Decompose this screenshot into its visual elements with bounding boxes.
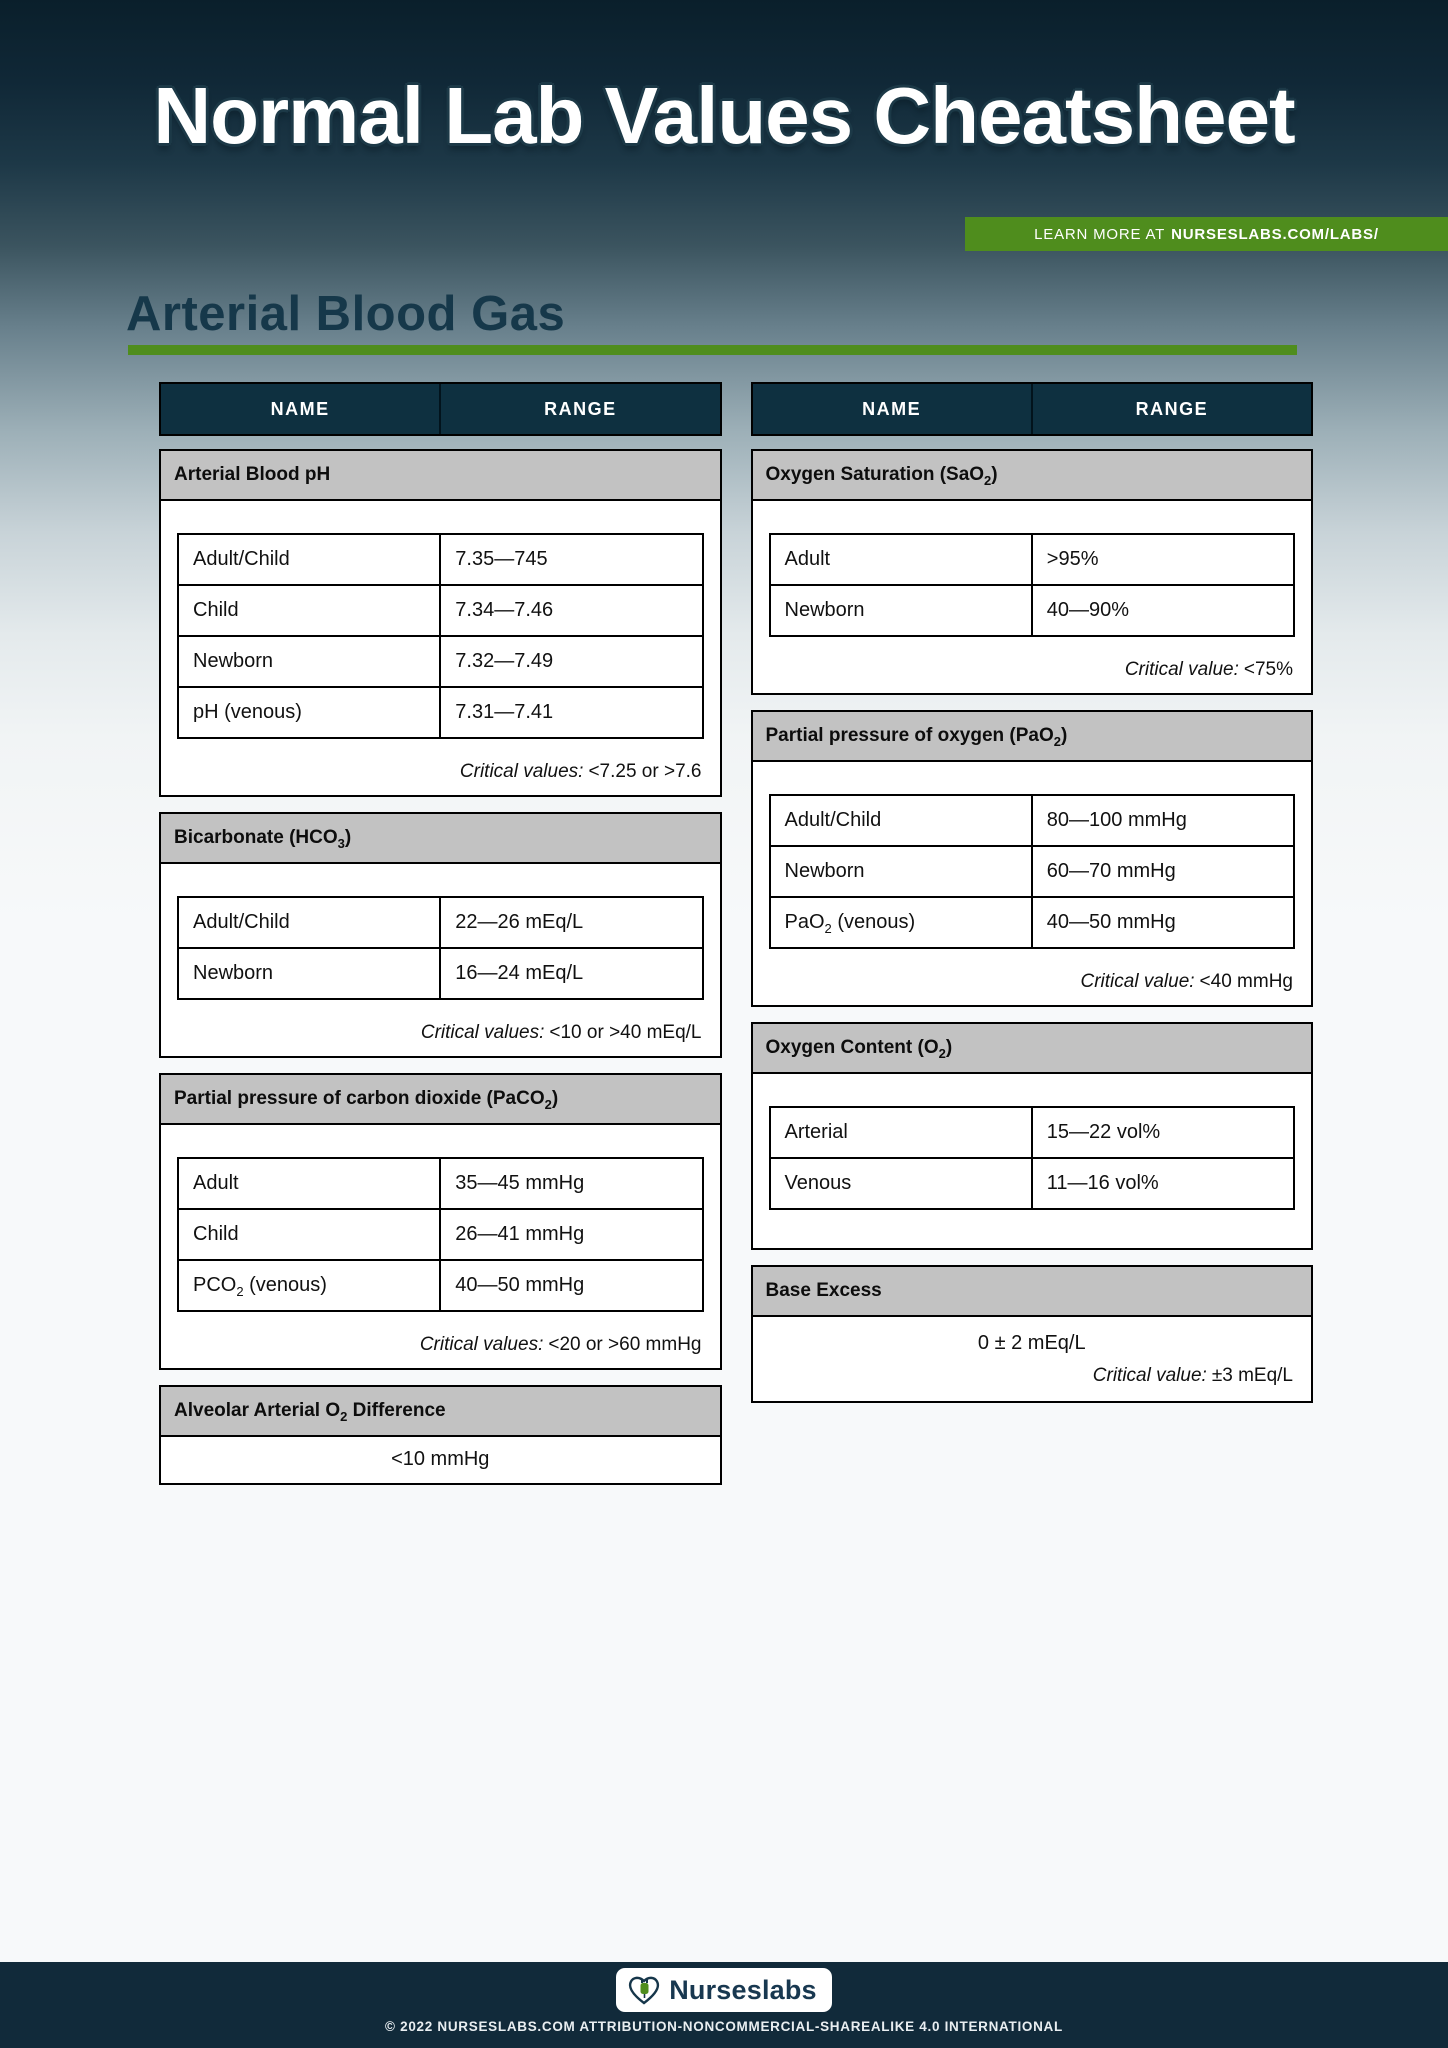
nurseslabs-logo[interactable]	[616, 1968, 832, 2012]
range-value: 7.35—745	[455, 548, 548, 570]
critical-values-note: Critical value: <40 mmHg	[1080, 971, 1293, 992]
left-column	[159, 382, 722, 1500]
table-row: PaO$_2$ (venous) 40—50 mmHg	[771, 898, 1294, 947]
section-title: Alveolar Arterial $O_2$ Difference	[161, 1387, 720, 1437]
critical-values-note: Critical value: ±3 mEq/L	[1092, 1365, 1293, 1386]
critical-values-note: Critical values: <20 or >60 mmHg	[419, 1334, 702, 1355]
single-range-value: 0 ± 2 mEq/L	[977, 1332, 1086, 1354]
values-table	[769, 794, 1296, 949]
table-row: Adult/Child 7.35—745	[179, 535, 702, 586]
table-row: Adult >95%	[771, 535, 1294, 586]
range-value: 60—70 mmHg	[1046, 860, 1176, 882]
brand-name: Nurseslabs	[669, 1974, 817, 2005]
critical-values-note: Critical values: <10 or >40 mEq/L	[420, 1022, 702, 1043]
footer	[0, 1962, 1448, 2048]
values-table	[177, 896, 704, 1000]
range-value: 26—41 mmHg	[455, 1223, 585, 1245]
range-value: >95%	[1046, 548, 1099, 570]
table-row: Child 26—41 mmHg	[179, 1210, 702, 1261]
learn-more-link[interactable]: NURSESLABS.COM/LABS/	[1171, 225, 1379, 243]
section-arterial-blood-ph	[159, 449, 722, 797]
critical-values-note: Critical values: <7.25 or >7.6	[459, 761, 702, 782]
range-value: 40—90%	[1046, 599, 1130, 621]
column-header-name: NAME	[161, 384, 441, 434]
range-value: 7.32—7.49	[455, 650, 554, 672]
range-value: 40—50 mmHg	[1046, 911, 1176, 933]
section-title: Arterial Blood pH	[161, 451, 720, 501]
values-table	[177, 1157, 704, 1312]
table-row: Adult 35—45 mmHg	[179, 1159, 702, 1210]
section-oxygen-saturation	[751, 449, 1314, 695]
section-oxygen-content	[751, 1022, 1314, 1250]
table-row: Arterial 15—22 vol%	[771, 1108, 1294, 1159]
range-value: 11—16 vol%	[1046, 1172, 1159, 1194]
table-row: Newborn 16—24 mEq/L	[179, 949, 702, 998]
table-row: Newborn 7.32—7.49	[179, 637, 702, 688]
main-title: Normal Lab Values Cheatsheet	[153, 71, 1295, 160]
table-row: Adult/Child 22—26 mEq/L	[179, 898, 702, 949]
range-value: 22—26 mEq/L	[455, 911, 584, 933]
table-row: pH (venous) 7.31—7.41	[179, 688, 702, 737]
page-title: Arterial Blood Gas	[126, 287, 566, 341]
section-base-excess	[751, 1265, 1314, 1403]
table-row: Child 7.34—7.46	[179, 586, 702, 637]
right-table-header	[751, 382, 1314, 436]
section-title: Partial pressure of carbon dioxide (PaCO$_2$)	[161, 1075, 720, 1125]
content-columns	[159, 382, 1313, 1500]
section-paco2	[159, 1073, 722, 1370]
section-title: Oxygen Saturation (SaO$_2$)	[753, 451, 1312, 501]
values-table	[769, 1106, 1296, 1210]
learn-more-prefix: LEARN MORE AT	[1034, 225, 1166, 243]
values-table	[177, 533, 704, 739]
section-title: Bicarbonate $(HCO_3)$	[161, 814, 720, 864]
values-table	[769, 533, 1296, 637]
range-value: 40—50 mmHg	[455, 1274, 585, 1296]
column-header-name: NAME	[753, 384, 1033, 434]
table-row: $PCO_2$ (venous) 40—50 mmHg	[179, 1261, 702, 1310]
critical-values-note: Critical value: <75%	[1124, 659, 1293, 680]
title-underline	[128, 345, 1297, 355]
section-bicarbonate	[159, 812, 722, 1058]
copyright-text: © 2022 NURSESLABS.COM ATTRIBUTION-NONCOMMERCIAL-SHAREALIKE 4.0 INTERNATIONAL	[385, 2019, 1063, 2034]
left-table-header	[159, 382, 722, 436]
table-row: Newborn 40—90%	[771, 586, 1294, 635]
table-row: Venous 11—16 vol%	[771, 1159, 1294, 1208]
range-value: 16—24 mEq/L	[455, 962, 584, 984]
section-title: Oxygen Content $(O_2)$	[753, 1024, 1312, 1074]
single-range-value: <10 mmHg	[391, 1448, 490, 1470]
range-value: 80—100 mmHg	[1046, 809, 1187, 831]
section-title: Base Excess	[753, 1267, 1312, 1317]
section-alveolar-arterial-o2-difference	[159, 1385, 722, 1485]
section-title: Partial pressure of oxygen (PaO$_2$)	[753, 712, 1312, 762]
column-header-range: RANGE	[544, 398, 617, 419]
table-row: Adult/Child 80—100 mmHg	[771, 796, 1294, 847]
range-value: 35—45 mmHg	[455, 1172, 585, 1194]
column-header-range: RANGE	[1135, 398, 1209, 419]
learn-more-banner[interactable]	[965, 217, 1448, 251]
heart-stethoscope-icon	[626, 1974, 662, 2006]
right-column	[751, 382, 1314, 1500]
range-value: 7.34—7.46	[455, 599, 554, 621]
section-pao2	[751, 710, 1314, 1007]
range-value: 15—22 vol%	[1046, 1121, 1161, 1143]
range-value: 7.31—7.41	[455, 701, 554, 723]
table-row: Newborn 60—70 mmHg	[771, 847, 1294, 898]
